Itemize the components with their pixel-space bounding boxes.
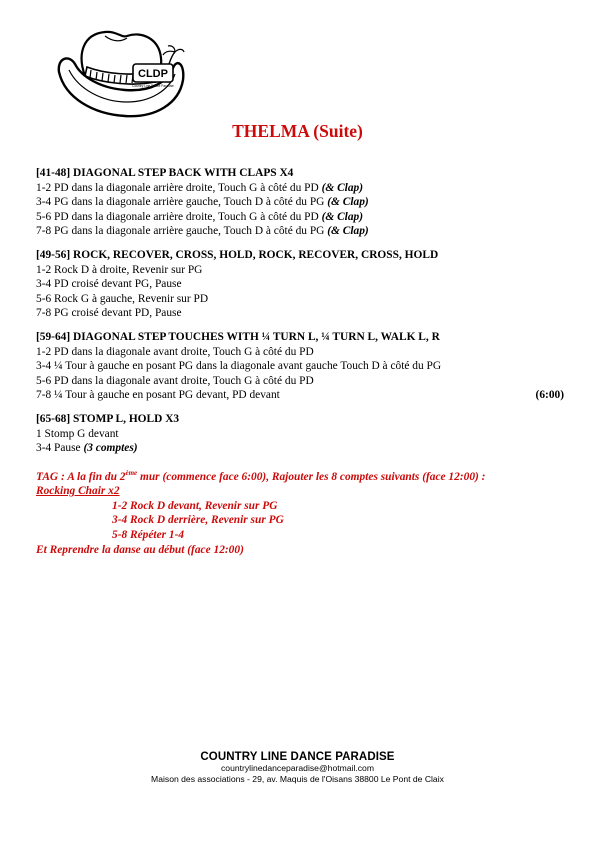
tag-intro: TAG : A la fin du 2ème mur (commence face 6:00), Rajouter les 8 comptes suivants (face 12:00) : [36,468,486,483]
tag-step: 5-8 Répéter 1-4 [112,529,185,542]
org-name: COUNTRY LINE DANCE PARADISE [200,751,395,763]
step-line: 5-6 PD dans la diagonale arrière droite, Touch G à côté du PD (& Clap) [36,210,364,223]
step-line: 1-2 Rock D à droite, Revenir sur PG [36,263,203,276]
section-header: [65-68] STOMP L, HOLD X3 [36,412,180,425]
step-line: 5-6 PD dans la diagonale avant droite, Touch G à côté du PD [36,374,314,387]
tag-block [36,470,566,558]
page-title: THELMA (Suite) [232,121,363,141]
cldp-hat-logo [55,24,185,124]
tag-step: 1-2 Rock D devant, Revenir sur PG [112,499,278,512]
footer [0,751,595,785]
tag-step: 3-4 Rock D derrière, Revenir sur PG [112,514,284,527]
step-line: 1-2 PD dans la diagonale avant droite, Touch G à côté du PD [36,345,314,358]
step-line: 7-8 PG dans la diagonale arrière gauche, Touch D à côté du PG (& Clap) [36,225,369,238]
logo-text: CLDP [138,68,168,80]
tag-label: TAG [36,470,59,483]
org-email: countrylinedanceparadise@hotmail.com [221,763,374,773]
step-line: 3-4 ¼ Tour à gauche en posant PG dans la diagonale avant gauche Touch D à côté du PG [36,360,442,373]
step-line: 1-2 PD dans la diagonale arrière droite, Touch G à côté du PD (& Clap) [36,181,364,194]
step-line: 7-8 ¼ Tour à gauche en posant PG devant, PD devant (6:00) [36,389,564,402]
step-line: 3-4 PG dans la diagonale arrière gauche, Touch D à côté du PG (& Clap) [36,196,369,209]
section-65-68 [36,412,566,456]
section-header: [49-56] ROCK, RECOVER, CROSS, HOLD, ROCK, RECOVER, CROSS, HOLD [36,248,439,261]
logo-subtext: Country Line Dance Paradise [132,84,174,88]
section-41-48 [36,166,566,239]
step-sheet [36,166,566,557]
step-line: 3-4 Pause (3 comptes) [36,442,138,455]
step-line: 7-8 PG croisé devant PD, Pause [36,307,182,320]
step-line: 5-6 Rock G à gauche, Revenir sur PD [36,292,209,305]
section-49-56 [36,248,566,321]
step-line: 3-4 PD croisé devant PG, Pause [36,278,182,291]
tag-outro: Et Reprendre la danse au début (face 12:00) [36,543,244,556]
section-59-64 [36,330,566,403]
org-address: Maison des associations - 29, av. Maquis de l'Oisans 38800 Le Pont de Claix [151,774,444,784]
tag-rocking-chair: Rocking Chair x2 [36,485,120,498]
facing-note: (6:00) [535,389,564,402]
step-line: 1 Stomp G devant [36,427,119,440]
section-header: [59-64] DIAGONAL STEP TOUCHES WITH ¼ TURN L, ¼ TURN L, WALK L, R [36,330,440,343]
section-header: [41-48] DIAGONAL STEP BACK WITH CLAPS X4 [36,167,294,179]
